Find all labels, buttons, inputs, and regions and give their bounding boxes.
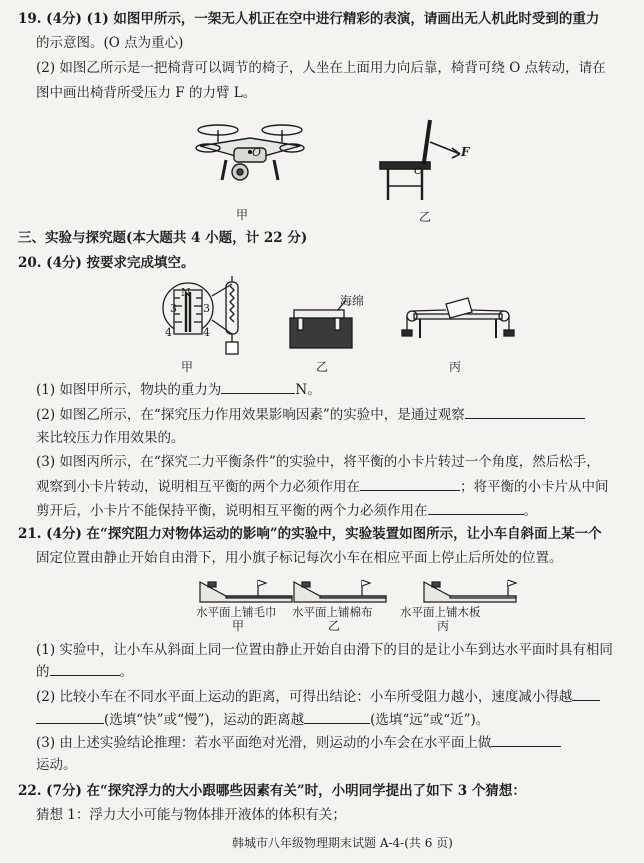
spring-scale-figure <box>160 276 250 356</box>
drone-label-O: O <box>252 146 262 159</box>
card-balance-figure <box>398 296 518 354</box>
scale-4-left: 4 <box>165 326 172 339</box>
ramp-label-towel: 水平面上铺毛巾 <box>196 605 277 619</box>
q21-p2b <box>36 710 489 729</box>
ramp-figure-towel <box>196 574 296 604</box>
q21-p2a <box>36 687 600 706</box>
q20-p3-text-b: 观察到小卡片转动，说明相互平衡的两个力必须作用在 <box>36 479 360 495</box>
q21-answer-1[interactable] <box>50 662 120 676</box>
ramp-figure-cotton <box>290 574 390 604</box>
q21-answer-4[interactable] <box>491 733 561 747</box>
q20-p3a: (3) 如图丙所示，在“探究二力平衡条件”的实验中，将平衡的小卡片转过一个角度，然后松手， <box>36 454 600 470</box>
q21-p3a <box>36 733 561 752</box>
section3-title: 三、实验与探究题(本大题共 4 小题，计 22 分) <box>18 230 308 246</box>
q21-p1b <box>36 662 133 681</box>
ramp-label-cotton: 水平面上铺棉布 <box>292 605 373 619</box>
ramp-tag-jia: 甲 <box>232 619 245 633</box>
q22-line2: 猜想 1：浮力大小可能与物体排开液体的体积有关； <box>36 807 346 823</box>
q21-line2: 固定位置由静止开始自由滑下，用小旗子标记每次小车在相应平面上停止后所处的位置。 <box>36 550 563 566</box>
q20-p3b <box>36 477 609 496</box>
q19-line4: 图中画出椅背所受压力 F 的力臂 L。 <box>36 85 257 101</box>
q21-p2-text-b: (选填“快”或“慢”)，运动的距离越 <box>104 712 305 728</box>
q21-answer-2b[interactable] <box>36 710 104 724</box>
q20-p2-text-a: (2) 如图乙所示，在“探究压力作用效果影响因素”的实验中，是通过观察 <box>36 407 465 423</box>
q21-answer-3[interactable] <box>304 710 370 724</box>
q20-answer-4[interactable] <box>428 501 524 515</box>
chair-label-O: O <box>414 164 424 177</box>
q20-p1-text-a: (1) 如图甲所示，物块的重力为 <box>36 382 222 398</box>
sponge-label: 海绵 <box>340 294 365 308</box>
q21-p2-text-a: (2) 比较小车在不同水平面上运动的距离，可得出结论：小车所受阻力越小，速度减小得越 <box>36 689 573 705</box>
q20-p3-text-e: 。 <box>523 503 537 519</box>
q20-p3-text-d: 剪开后，小卡片不能保持平衡，说明相互平衡的两个力必须作用在 <box>36 503 428 519</box>
ramp-figure-wood <box>420 574 520 604</box>
q21-p3-text-a: (3) 由上述实验结论推理：若水平面绝对光滑，则运动的小车会在水平面上做 <box>36 735 492 751</box>
q20-p2 <box>36 405 585 424</box>
q21-answer-2a[interactable] <box>572 687 600 701</box>
ramp-tag-yi: 乙 <box>328 619 341 633</box>
fig20-bing-label: 丙 <box>449 360 462 374</box>
q21-p1-text-b: 的 <box>36 664 50 680</box>
q20-p3d <box>36 501 537 520</box>
q19-line1: 19. (4分) (1) 如图甲所示，一架无人机正在空中进行精彩的表演，请画出无人机此时受到的重力 <box>18 11 600 27</box>
q20-p1-text-b: N。 <box>295 382 321 398</box>
fig19-yi-label: 乙 <box>419 210 432 224</box>
q20-p3-text-c: ；将平衡的小卡片从中间 <box>460 479 609 495</box>
ramp-tag-bing: 丙 <box>437 619 450 633</box>
q20-p1 <box>36 380 321 399</box>
q20-answer-1[interactable] <box>221 380 295 394</box>
fig20-jia-label: 甲 <box>181 360 194 374</box>
page-footer: 韩城市八年级物理期末试题 A-4-(共 6 页) <box>232 836 453 850</box>
scale-unit-label: N <box>181 286 191 299</box>
q20-answer-2[interactable] <box>465 405 585 419</box>
fig20-yi-label: 乙 <box>316 360 329 374</box>
q20-p2b: 来比较压力作用效果的。 <box>36 430 185 446</box>
fig19-jia-label: 甲 <box>236 208 249 222</box>
q21-p2-text-c: (选填“远”或“近”)。 <box>370 712 490 728</box>
scale-3-left: 3 <box>170 302 177 315</box>
drone-figure <box>190 118 310 200</box>
q21-p3b: 运动。 <box>36 757 77 773</box>
q21-p1a: (1) 实验中，让小车从斜面上同一位置由静止开始自由滑下的目的是让小车到达水平面时具有相同 <box>36 642 613 658</box>
q21-p1-text-c: 。 <box>119 664 133 680</box>
scale-4-right: 4 <box>203 326 210 339</box>
q19-line3: (2) 如图乙所示是一把椅背可以调节的椅子，人坐在上面用力向后靠，椅背可绕 O 点转动，请在 <box>36 60 606 76</box>
ramp-label-wood: 水平面上铺木板 <box>400 605 481 619</box>
q22-line1: 22. (7分) 在“探究浮力的大小跟哪些因素有关”时，小明同学提出了如下 3 个猜想： <box>18 783 526 799</box>
scale-3-right: 3 <box>203 302 210 315</box>
chair-label-F: F <box>461 145 470 159</box>
q19-line2: 的示意图。(O 点为重心) <box>36 35 184 51</box>
q20-line1: 20. (4分) 按要求完成填空。 <box>18 255 195 271</box>
q20-answer-3[interactable] <box>360 477 460 491</box>
q21-line1: 21. (4分) 在“探究阻力对物体运动的影响”的实验中，实验装置如图所示，让小车自斜面上某一个 <box>18 526 602 542</box>
